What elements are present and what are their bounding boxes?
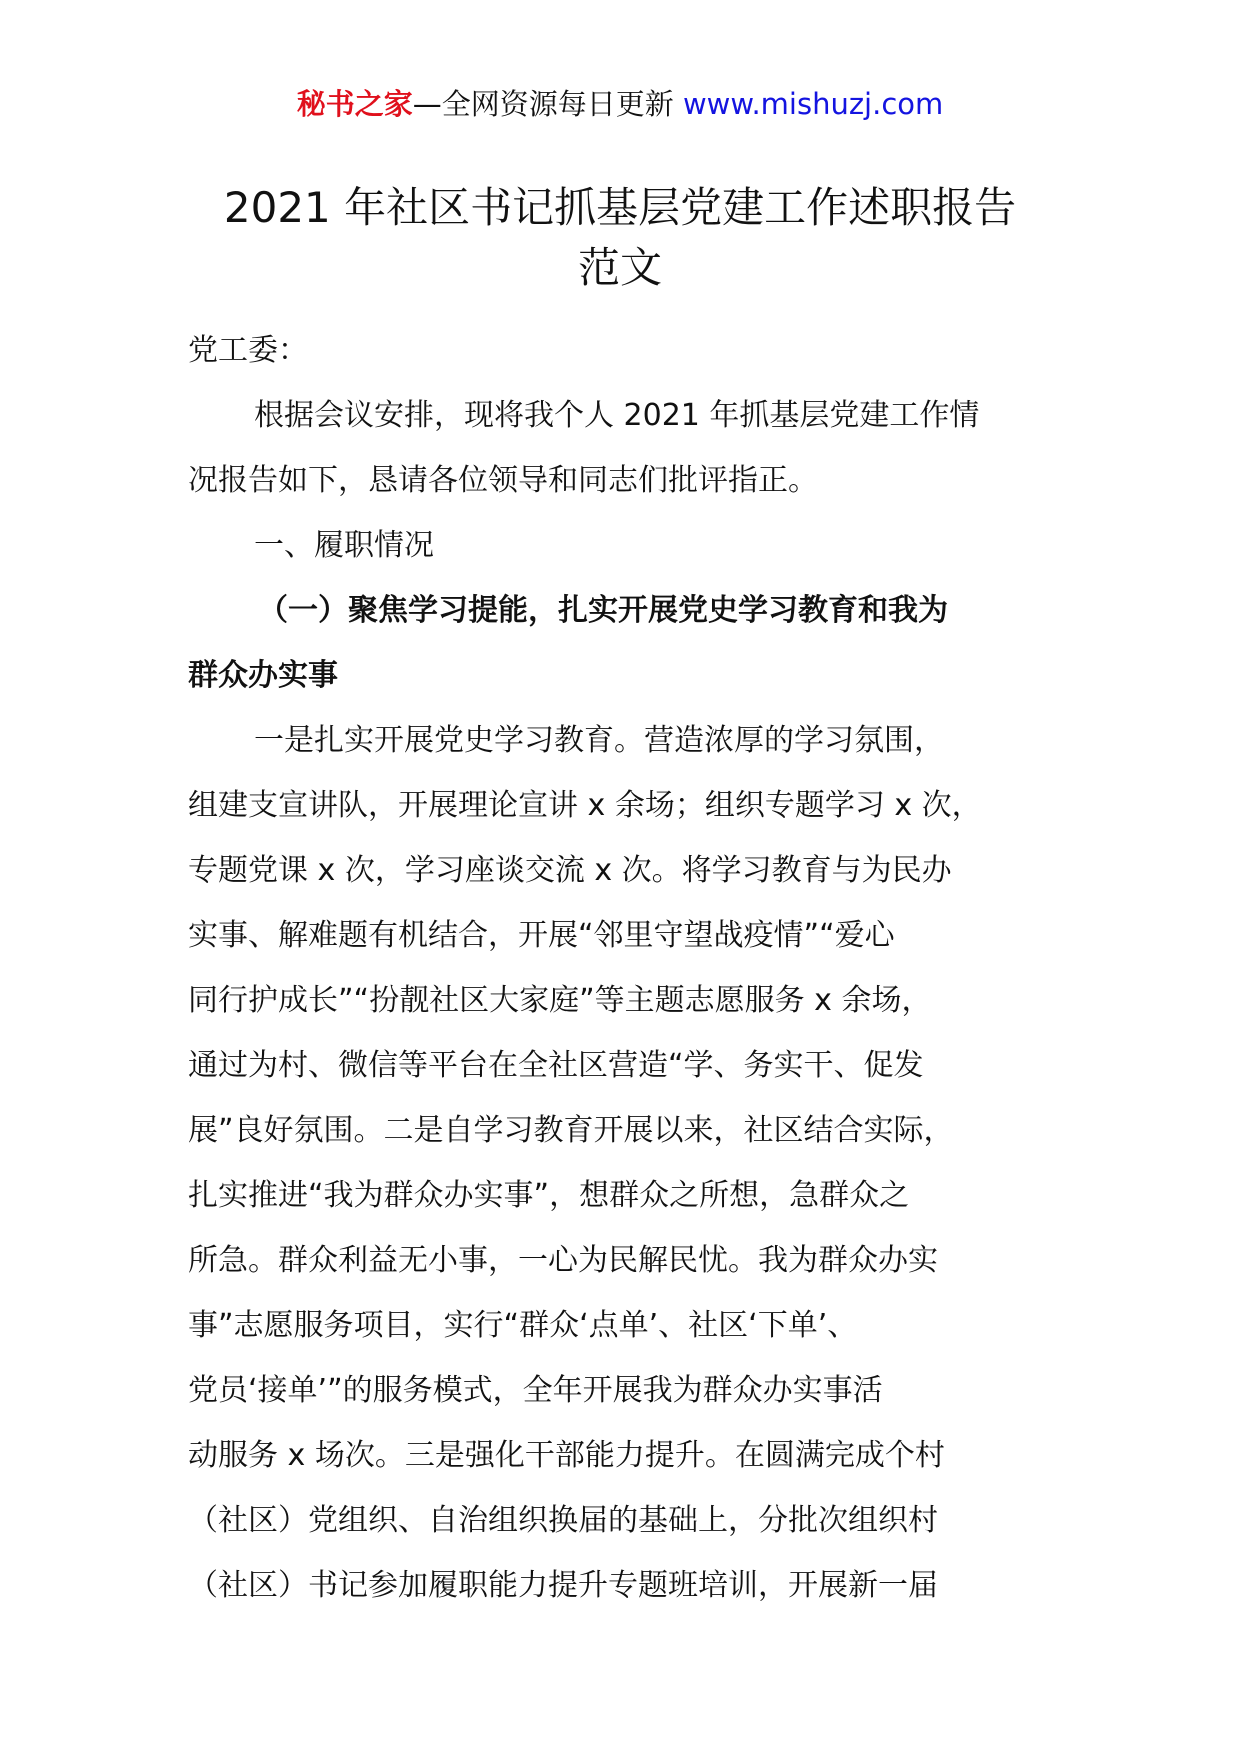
paragraph-line: 实事、解难题有机结合，开展“邻里守望战疫情”“爱心 <box>188 918 895 953</box>
paragraph-line: 一是扎实开展党史学习教育。营造浓厚的学习氛围， <box>254 723 944 758</box>
document-body <box>188 326 1068 1626</box>
intro-line: 根据会议安排，现将我个人 2021 年抓基层党建工作情 <box>254 398 980 433</box>
paragraph-line: （社区）书记参加履职能力提升专题班培训，开展新一届 <box>188 1568 938 1603</box>
section-heading: 一、履职情况 <box>254 528 434 563</box>
subsection-heading-line: 群众办实事 <box>188 658 338 693</box>
site-tagline: —全网资源每日更新 <box>412 87 674 121</box>
paragraph-line: 动服务 x 场次。三是强化干部能力提升。在圆满完成个村 <box>188 1438 945 1473</box>
paragraph-line: 同行护成长”“扮靓社区大家庭”等主题志愿服务 x 余场， <box>188 983 932 1018</box>
site-header <box>0 84 1240 124</box>
paragraph-line: 扎实推进“我为群众办实事”，想群众之所想，急群众之 <box>188 1178 910 1213</box>
document-title-line: 范文 <box>577 243 662 292</box>
paragraph-line: 所急。群众利益无小事，一心为民解民忧。我为群众办实 <box>188 1243 938 1278</box>
paragraph-line: 党员‘接单’”的服务模式，全年开展我为群众办实事活 <box>188 1373 883 1408</box>
document-title-line: 2021 年社区书记抓基层党建工作述职报告 <box>223 183 1017 232</box>
site-url-link[interactable]: www.mishuzj.com <box>682 87 944 121</box>
intro-line: 况报告如下，恳请各位领导和同志们批评指正。 <box>188 463 818 498</box>
site-brand: 秘书之家 <box>296 87 413 121</box>
document-title <box>0 178 1240 298</box>
paragraph-line: 组建支宣讲队，开展理论宣讲 x 余场；组织专题学习 x 次， <box>188 788 982 823</box>
paragraph-line: 事”志愿服务项目，实行“群众‘点单’、社区‘下单’、 <box>188 1308 858 1343</box>
subsection-heading-line: （一）聚焦学习提能，扎实开展党史学习教育和我为 <box>258 593 948 628</box>
paragraph-line: （社区）党组织、自治组织换届的基础上，分批次组织村 <box>188 1503 938 1538</box>
paragraph-line: 通过为村、微信等平台在全社区营造“学、务实干、促发 <box>188 1048 924 1083</box>
paragraph-line: 展”良好氛围。二是自学习教育开展以来，社区结合实际， <box>188 1113 954 1148</box>
paragraph-line: 专题党课 x 次，学习座谈交流 x 次。将学习教育与为民办 <box>188 853 952 888</box>
salutation: 党工委： <box>188 333 308 368</box>
